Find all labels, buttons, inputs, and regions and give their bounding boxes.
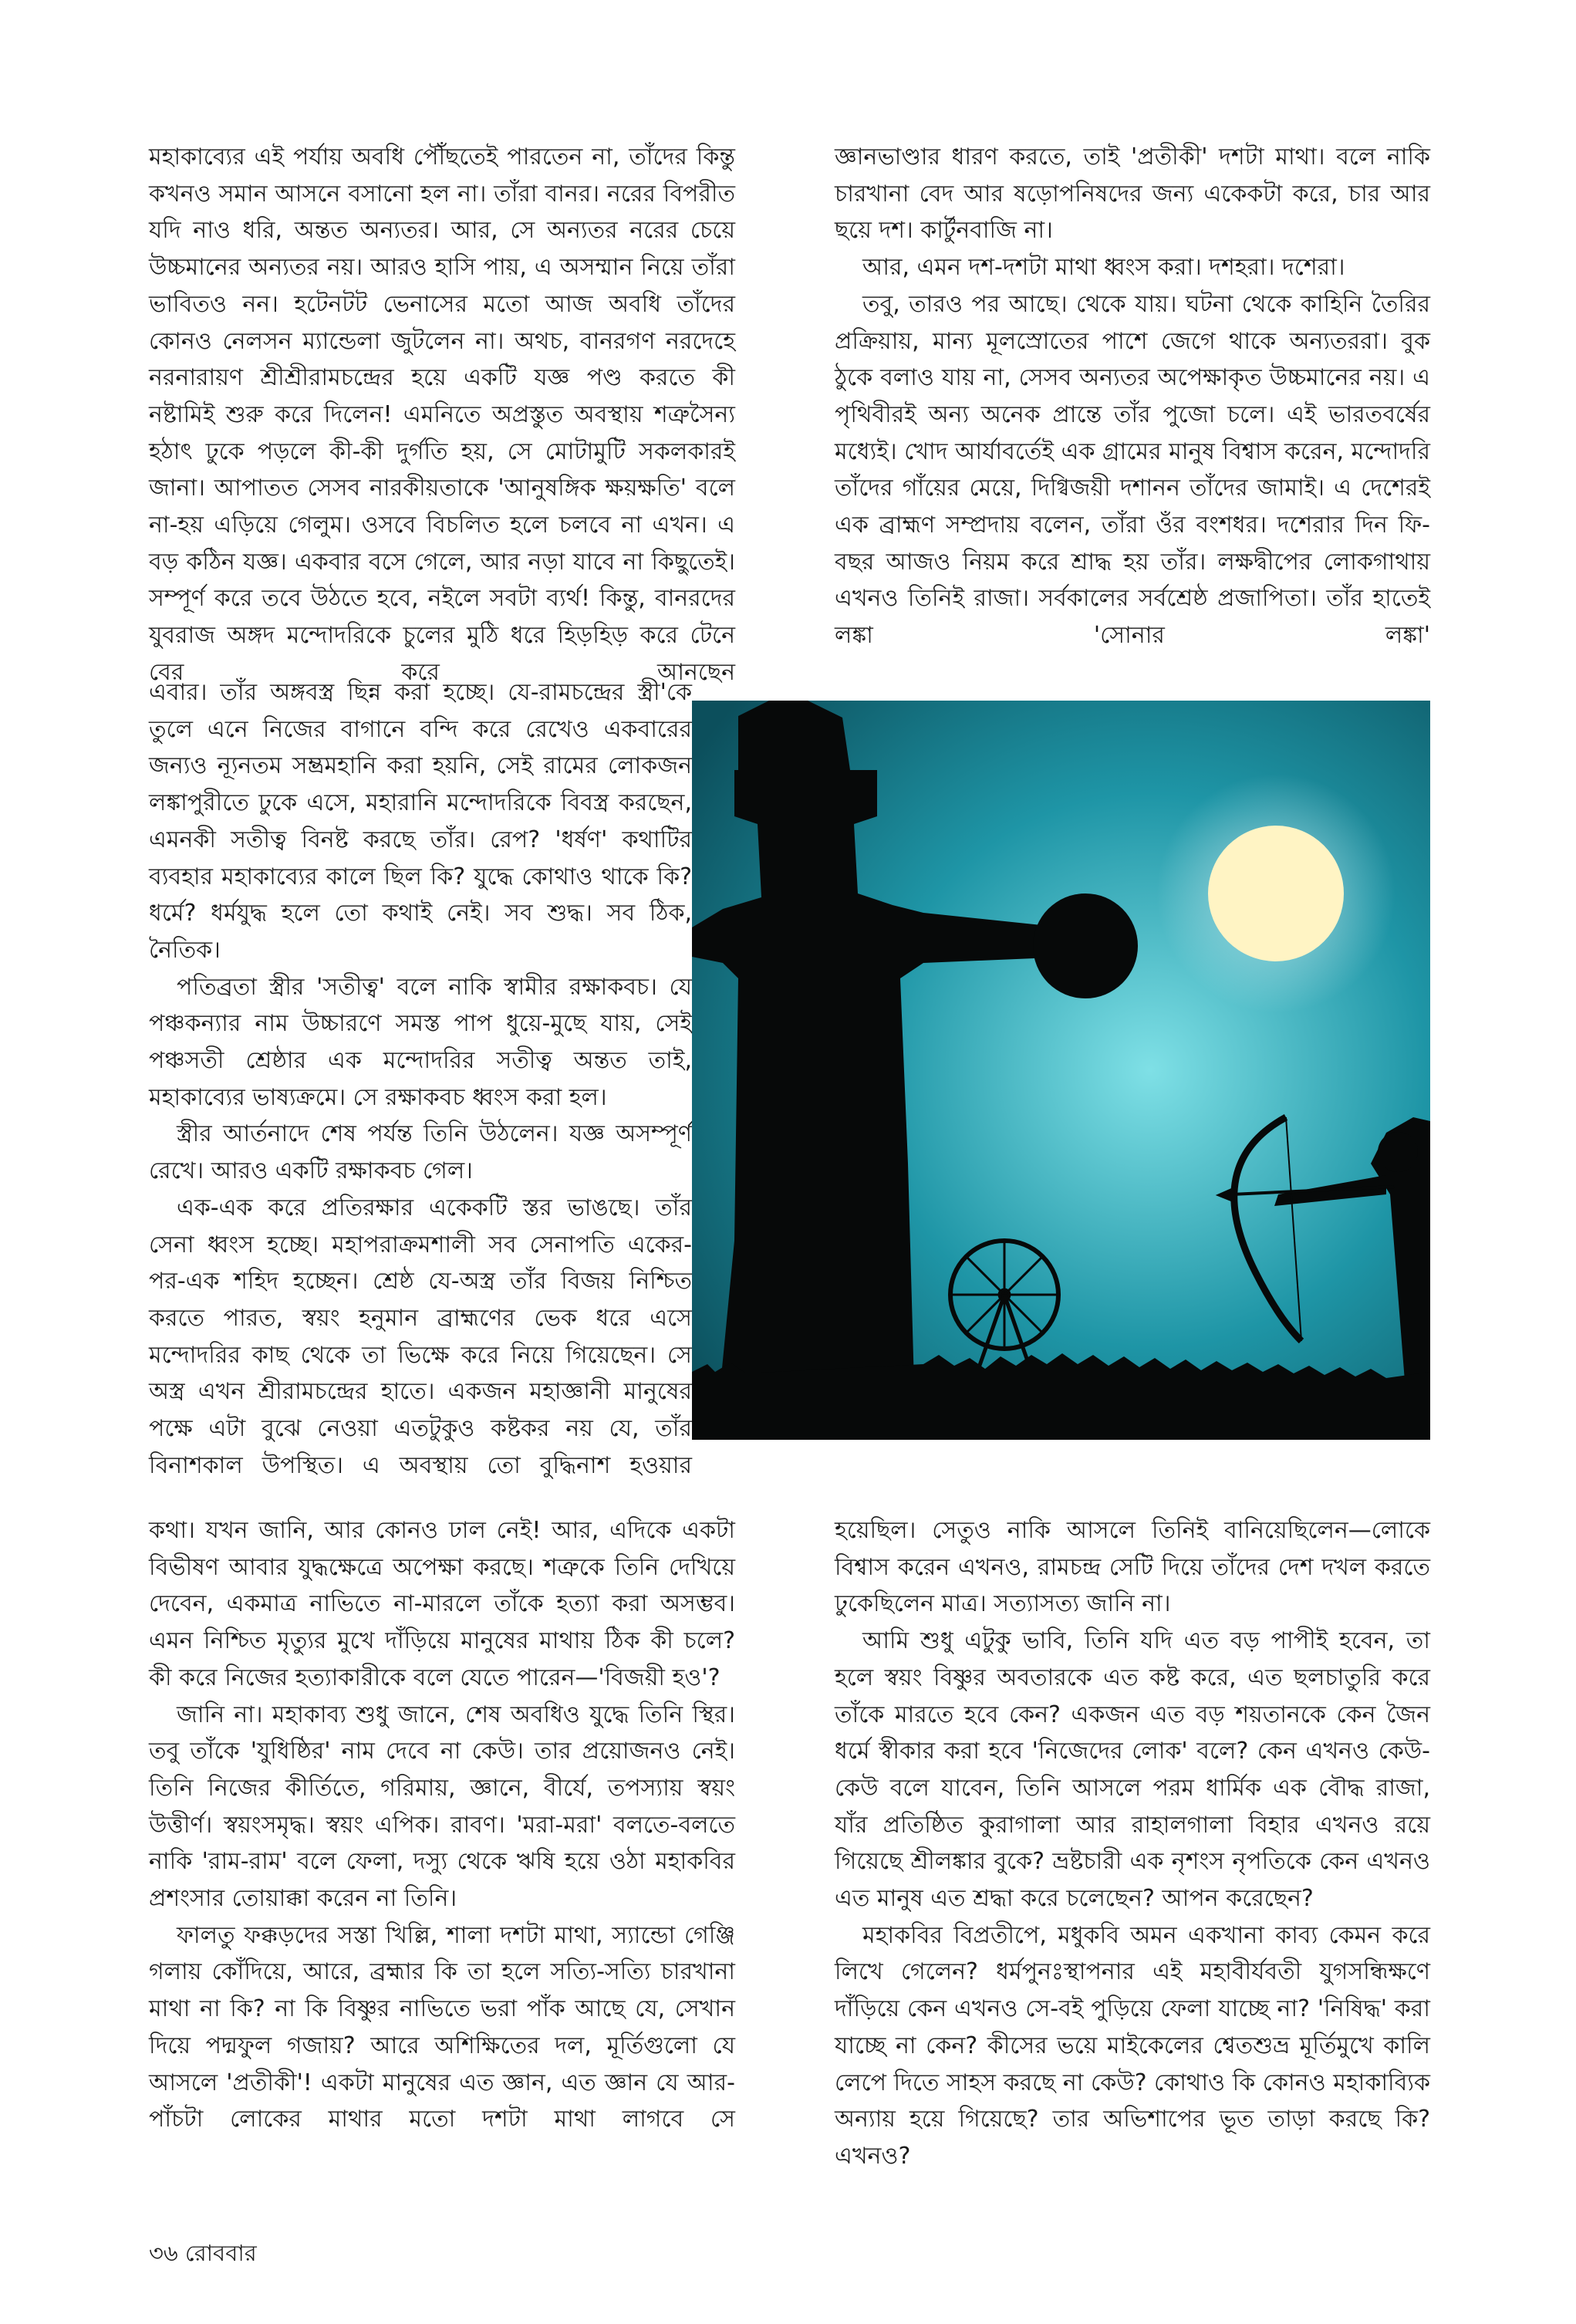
page-folio: ৩৬ রোববার [149, 2240, 257, 2266]
paragraph: পতিব্রতা স্ত্রীর 'সতীত্ব' বলে নাকি স্বামীর রক্ষাকবচ। যে পঞ্চকন্যার নাম উচ্চারণে সমস্ত পাপ ধুয়ে-মুছে যায়, সেই পঞ্চসতী শ্রেষ্ঠার এক মন্দোদরির সতীত্ব অন্তত তাই, মহাকাব্যের ভাষ্যক্রমে। সে রক্ষাকবচ ধ্বংস করা হল। [149, 973, 692, 1111]
paragraph: কথা। যখন জানি, আর কোনও ঢাল নেই! আর, এদিকে একটা বিভীষণ আবার যুদ্ধক্ষেত্রে অপেক্ষা করছে। শত্রুকে তিনি দেখিয়ে দেবেন, একমাত্র নাভিতে না-মারলে তাঁকে হত্যা করা অসম্ভব। এমন নিশ্চিত মৃত্যুর মুখে দাঁড়িয়ে মানুষের মাথায় ঠিক কী চলে? কী করে নিজের হত্যাকারীকে বলে যেতে পারেন—'বিজয়ী হও'? [149, 1517, 735, 1691]
left-column-beside-illustration [149, 674, 692, 1484]
paragraph: আর, এমন দশ-দশটা মাথা ধ্বংস করা। দশহরা। দশেরা। [862, 254, 1345, 282]
left-column-bottom [149, 1512, 735, 2138]
right-column-top [835, 139, 1430, 654]
paragraph: এবার। তাঁর অঙ্গবস্ত্র ছিন্ন করা হচ্ছে। যে-রামচন্দ্রের স্ত্রী'কে তুলে এনে নিজের বাগানে বন্দি করে রেখেও একবারের জন্যও ন্যূনতম সম্ভ্রমহানি করা হয়নি, সেই রামের লোকজন লঙ্কাপুরীতে ঢুকে এসে, মহারানি মন্দোদরিকে বিবস্ত্র করছেন, এমনকী সতীত্ব বিনষ্ট করছে তাঁর। রেপ? 'ধর্ষণ' কথাটির ব্যবহার মহাকাব্যের কালে ছিল কি? যুদ্ধে কোথাও থাকে কি? ধর্মে? ধর্মযুদ্ধ হলে তো কথাই নেই। সব শুদ্ধ। সব ঠিক, নৈতিক। [149, 679, 692, 964]
paragraph: হয়েছিল। সেতুও নাকি আসলে তিনিই বানিয়েছিলেন—লোকে বিশ্বাস করেন এখনও, রামচন্দ্র সেটি দিয়ে তাঁদের দেশ দখল করতে ঢুকেছিলেন মাত্র। সত্যাসত্য জানি না। [835, 1517, 1430, 1618]
paragraph: তবু, তারও পর আছে। থেকে যায়। ঘটনা থেকে কাহিনি তৈরির প্রক্রিয়ায়, মান্য মূলস্রোতের পাশে জেগে থাকে অন্যতররা। বুক ঠুকে বলাও যায় না, সেসব অন্যতর অপেক্ষাকৃত উচ্চমানের নয়। এ পৃথিবীরই অন্য অনেক প্রান্তে তাঁর পুজো চলে। এই ভারতবর্ষের মধ্যেই। খোদ আর্যাবর্তেই এক গ্রামের মানুষ বিশ্বাস করেন, মন্দোদরি তাঁদের গাঁয়ের মেয়ে, দিগ্বিজয়ী দশানন তাঁদের জামাই। এ দেশেরই এক ব্রাহ্মণ সম্প্রদায় বলেন, তাঁরা ওঁর বংশধর। দশেরার দিন ফি-বছর আজও নিয়ম করে শ্রাদ্ধ হয় তাঁর। লক্ষদ্বীপের লোকগাথায় এখনও তিনিই রাজা। সর্বকালের সর্বশ্রেষ্ঠ প্রজাপিতা। তাঁর হাতেই লঙ্কা 'সোনার লঙ্কা' [835, 290, 1430, 650]
paragraph: মহাকবির বিপ্রতীপে, মধুকবি অমন একখানা কাব্য কেমন করে লিখে গেলেন? ধর্মপুনঃস্থাপনার এই মহাবীর্যবতী যুগসন্ধিক্ষণে দাঁড়িয়ে কেন এখনও সে-বই পুড়িয়ে ফেলা যাচ্ছে না? 'নিষিদ্ধ' করা যাচ্ছে না কেন? কীসের ভয়ে মাইকেলের শ্বেতশুভ্র মূর্তিমুখে কালি লেপে দিতে সাহস করছে না কেউ? কোথাও কি কোনও মহাকাব্যিক অন্যায় হয়ে গিয়েছে? তার অভিশাপের ভূত তাড়া করছে কি? এখনও? [835, 1921, 1430, 2170]
paragraph: মহাকাব্যের এই পর্যায় অবধি পৌঁছতেই পারতেন না, তাঁদের কিন্তু কখনও সমান আসনে বসানো হল না। তাঁরা বানর। নরের বিপরীত যদি নাও ধরি, অন্তত অন্যতর। আর, সে অন্যতর নরের চেয়ে উচ্চমানের অন্যতর নয়। আরও হাসি পায়, এ অসম্মান নিয়ে তাঁরা ভাবিতও নন। হটেনটট ভেনাসের মতো আজ অবধি তাঁদের কোনও নেলসন ম্যান্ডেলা জুটলেন না। অথচ, বানরগণ নরদেহে নরনারায়ণ শ্রীশ্রীরামচন্দ্রের হয়ে একটি যজ্ঞ পণ্ড করতে কী নষ্টামিই শুরু করে দিলেন! এমনিতে অপ্রস্তুত অবস্থায় শত্রুসৈন্য হঠাৎ ঢুকে পড়লে কী-কী দুর্গতি হয়, সে মোটামুটি সকলকারই জানা। আপাতত সেসব নারকীয়তাকে 'আনুষঙ্গিক ক্ষয়ক্ষতি' বলে না-হয় এড়িয়ে গেলুম। ওসবে বিচলিত হলে চলবে না এখন। এ বড় কঠিন যজ্ঞ। একবার বসে গেলে, আর নড়া যাবে না কিছুতেই। সম্পূর্ণ করে তবে উঠতে হবে, নইলে সবটা ব্যর্থ! কিন্তু, বানরদের যুবরাজ অঙ্গদ মন্দোদরিকে চুলের মুঠি ধরে হিড়হিড় করে টেনে বের করে আনছেন [149, 144, 735, 686]
paragraph: আমি শুধু এটুকু ভাবি, তিনি যদি এত বড় পাপীই হবেন, তা হলে স্বয়ং বিষ্ণুর অবতারকে এত কষ্ট করে, এত ছলচাতুরি করে তাঁকে মারতে হবে কেন? একজন এত বড় শয়তানকে কেন জৈন ধর্মে স্বীকার করা হবে 'নিজেদের লোক' বলে? কেন এখনও কেউ-কেউ বলে যাবেন, তিনি আসলে পরম ধার্মিক এক বৌদ্ধ রাজা, যাঁর প্রতিষ্ঠিত কুরাগালা আর রাহালগালা বিহার এখনও রয়ে গিয়েছে শ্রীলঙ্কার বুকে? ভ্রষ্টচারী এক নৃশংস নৃপতিকে কেন এখনও এত মানুষ এত শ্রদ্ধা করে চলেছেন? আপন করেছেন? [835, 1627, 1430, 1913]
paragraph: এক-এক করে প্রতিরক্ষার একেকটি স্তর ভাঙছে। তাঁর সেনা ধ্বংস হচ্ছে। মহাপরাক্রমশালী সব সেনাপতি একের-পর-এক শহিদ হচ্ছেন। শ্রেষ্ঠ যে-অস্ত্র তাঁর বিজয় নিশ্চিত করতে পারত, স্বয়ং হনুমান ব্রাহ্মণের ভেক ধরে এসে মন্দোদরির কাছ থেকে তা ভিক্ষে করে নিয়ে গিয়েছেন। সে অস্ত্র এখন শ্রীরামচন্দ্রের হাতে। একজন মহাজ্ঞানী মানুষের পক্ষে এটা বুঝে নেওয়া এতটুকুও কষ্টকর নয় যে, তাঁর বিনাশকাল উপস্থিত। এ অবস্থায় তো বুদ্ধিনাশ হওয়ার [149, 1194, 692, 1479]
paragraph: ফালতু ফক্কড়দের সস্তা খিল্লি, শালা দশটা মাথা, স্যান্ডো গেঞ্জি গলায় কোঁদিয়ে, আরে, ব্রহ্মার কি তা হলে সত্যি-সত্যি চারখানা মাথা না কি? না কি বিষ্ণুর নাভিতে ভরা পাঁক আছে যে, সেখান দিয়ে পদ্মফুল গজায়? আরে অশিক্ষিতের দল, মূর্তিগুলো যে আসলে 'প্রতীকী'! একটা মানুষের এত জ্ঞান, এত জ্ঞান যে আর-পাঁচটা লোকের মাথার মতো দশটা মাথা লাগবে সে [149, 1921, 735, 2133]
left-column-top [149, 139, 735, 691]
paragraph: জানি না। মহাকাব্য শুধু জানে, শেষ অবধিও যুদ্ধে তিনি স্থির। তবু তাঁকে 'যুধিষ্ঠির' নাম দেবে না কেউ। তার প্রয়োজনও নেই। তিনি নিজের কীর্তিতে, গরিমায়, জ্ঞানে, বীর্যে, তপস্যায় স্বয়ং উত্তীর্ণ। স্বয়ংসমৃদ্ধ। স্বয়ং এপিক। রাবণ। 'মরা-মরা' বলতে-বলতে নাকি 'রাম-রাম' বলে ফেলা, দস্যু থেকে ঋষি হয়ে ওঠা মহাকবির প্রশংসার তোয়াক্কা করেন না তিনি। [149, 1701, 735, 1913]
ravana-effigy-archer-illustration [692, 701, 1430, 1440]
paragraph: স্ত্রীর আর্তনাদে শেষ পর্যন্ত তিনি উঠলেন। যজ্ঞ অসম্পূর্ণ রেখে। আরও একটি রক্ষাকবচ গেল। [149, 1120, 692, 1185]
moon [1208, 826, 1344, 961]
paragraph: জ্ঞানভাণ্ডার ধারণ করতে, তাই 'প্রতীকী' দশটা মাথা। বলে নাকি চারখানা বেদ আর ষড়োপনিষদের জন্য একেকটা করে, চার আর ছয়ে দশ। কার্টুনবাজি না। [835, 144, 1430, 245]
right-column-bottom [835, 1512, 1430, 2175]
